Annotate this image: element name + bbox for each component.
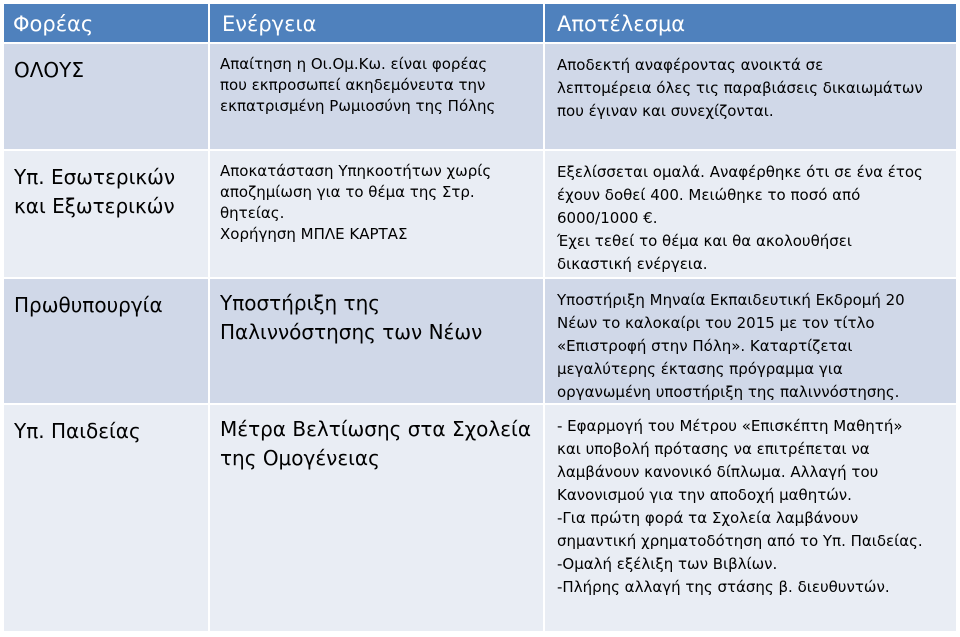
action-cell <box>210 405 545 633</box>
result-cell-line: Έχει τεθεί το θέμα και θα ακολουθήσει <box>557 232 852 250</box>
result-cell-line: -Ομαλή εξέλιξη των Βιβλίων. <box>557 555 778 573</box>
result-cell-line: και υποβολή πρότασης να επιτρέπεται να <box>557 440 870 458</box>
action-cell-line: Χορήγηση ΜΠΛΕ ΚΑΡΤΑΣ <box>220 225 408 243</box>
action-cell-line: της Ομογένειας <box>220 446 380 470</box>
agency-cell-line: ΟΛΟΥΣ <box>14 58 85 82</box>
result-cell-line: λαμβάνουν κανονικό δίπλωμα. Αλλαγή του <box>557 463 879 481</box>
result-cell-line: δικαστική ενέργεια. <box>557 255 708 273</box>
result-cell-line: Κανονισμού για την αποδοχή μαθητών. <box>557 486 852 504</box>
result-cell-line: 6000/1000 €. <box>557 209 658 227</box>
header-agency: Φορέας <box>4 4 210 44</box>
action-cell-line: θητείας. <box>220 204 285 222</box>
agency-cell-line: Υπ. Παιδείας <box>14 419 141 443</box>
agency-cell <box>4 44 210 151</box>
result-cell-line: που έγιναν και συνεχίζονται. <box>557 102 774 120</box>
result-cell <box>545 151 956 279</box>
agency-cell-line: και Εξωτερικών <box>14 194 175 218</box>
result-cell <box>545 44 956 151</box>
result-cell-line: Αποδεκτή αναφέροντας ανοικτά σε <box>557 56 824 74</box>
action-cell-line: αποζημίωση για το θέμα της Στρ. <box>220 183 475 201</box>
result-cell-line: έχουν δοθεί 400. Μειώθηκε το ποσό από <box>557 186 861 204</box>
action-cell <box>210 151 545 279</box>
result-cell-line: Εξελίσσεται ομαλά. Αναφέρθηκε ότι σε ένα έτος <box>557 163 923 181</box>
result-cell-line: «Επιστροφή στην Πόλη». Καταρτίζεται <box>557 337 853 355</box>
header-result: Αποτέλεσμα <box>545 4 956 44</box>
result-cell-line: -Πλήρης αλλαγή της στάσης β. διευθυντών. <box>557 578 890 596</box>
agency-cell-line: Πρωθυπουργία <box>14 293 163 317</box>
action-cell-line: Μέτρα Βελτίωσης στα Σχολεία <box>220 417 531 441</box>
result-cell-line: λεπτομέρεια όλες τις παραβιάσεις δικαιωμάτων <box>557 79 923 97</box>
agency-cell <box>4 405 210 633</box>
result-cell-line: - Εφαρμογή του Μέτρου «Επισκέπτη Μαθητή» <box>557 417 903 435</box>
action-cell <box>210 44 545 151</box>
action-cell-line: Αποκατάσταση Υπηκοοτήτων χωρίς <box>220 162 492 180</box>
result-cell-line: Υποστήριξη Μηναία Εκπαιδευτική Εκδρομή 20 <box>557 291 905 309</box>
result-cell-line: μεγαλύτερης έκτασης πρόγραμμα για <box>557 360 843 378</box>
agency-cell-line: Υπ. Εσωτερικών <box>14 165 176 189</box>
result-cell-line: σημαντική χρηματοδότηση από το Υπ. Παιδείας. <box>557 532 923 550</box>
results-table <box>4 4 956 633</box>
action-cell-line: εκπατρισμένη Ρωμιοσύνη της Πόλης <box>220 97 496 115</box>
action-cell-line: που εκπροσωπεί ακηδεμόνευτα την <box>220 76 486 94</box>
header-action: Ενέργεια <box>210 4 545 44</box>
action-cell-line: Απαίτηση η Οι.Ομ.Κω. είναι φορέας <box>220 55 488 73</box>
agency-cell <box>4 279 210 405</box>
agency-cell <box>4 151 210 279</box>
result-cell <box>545 405 956 633</box>
action-cell <box>210 279 545 405</box>
result-cell-line: Νέων το καλοκαίρι του 2015 με τον τίτλο <box>557 314 875 332</box>
result-cell <box>545 279 956 405</box>
action-cell-line: Υποστήριξη της <box>220 291 380 315</box>
action-cell-line: Παλιννόστησης των Νέων <box>220 320 483 344</box>
result-cell-line: -Για πρώτη φορά τα Σχολεία λαμβάνουν <box>557 509 859 527</box>
result-cell-line: οργανωμένη υποστήριξη της παλιννόστησης. <box>557 383 900 401</box>
